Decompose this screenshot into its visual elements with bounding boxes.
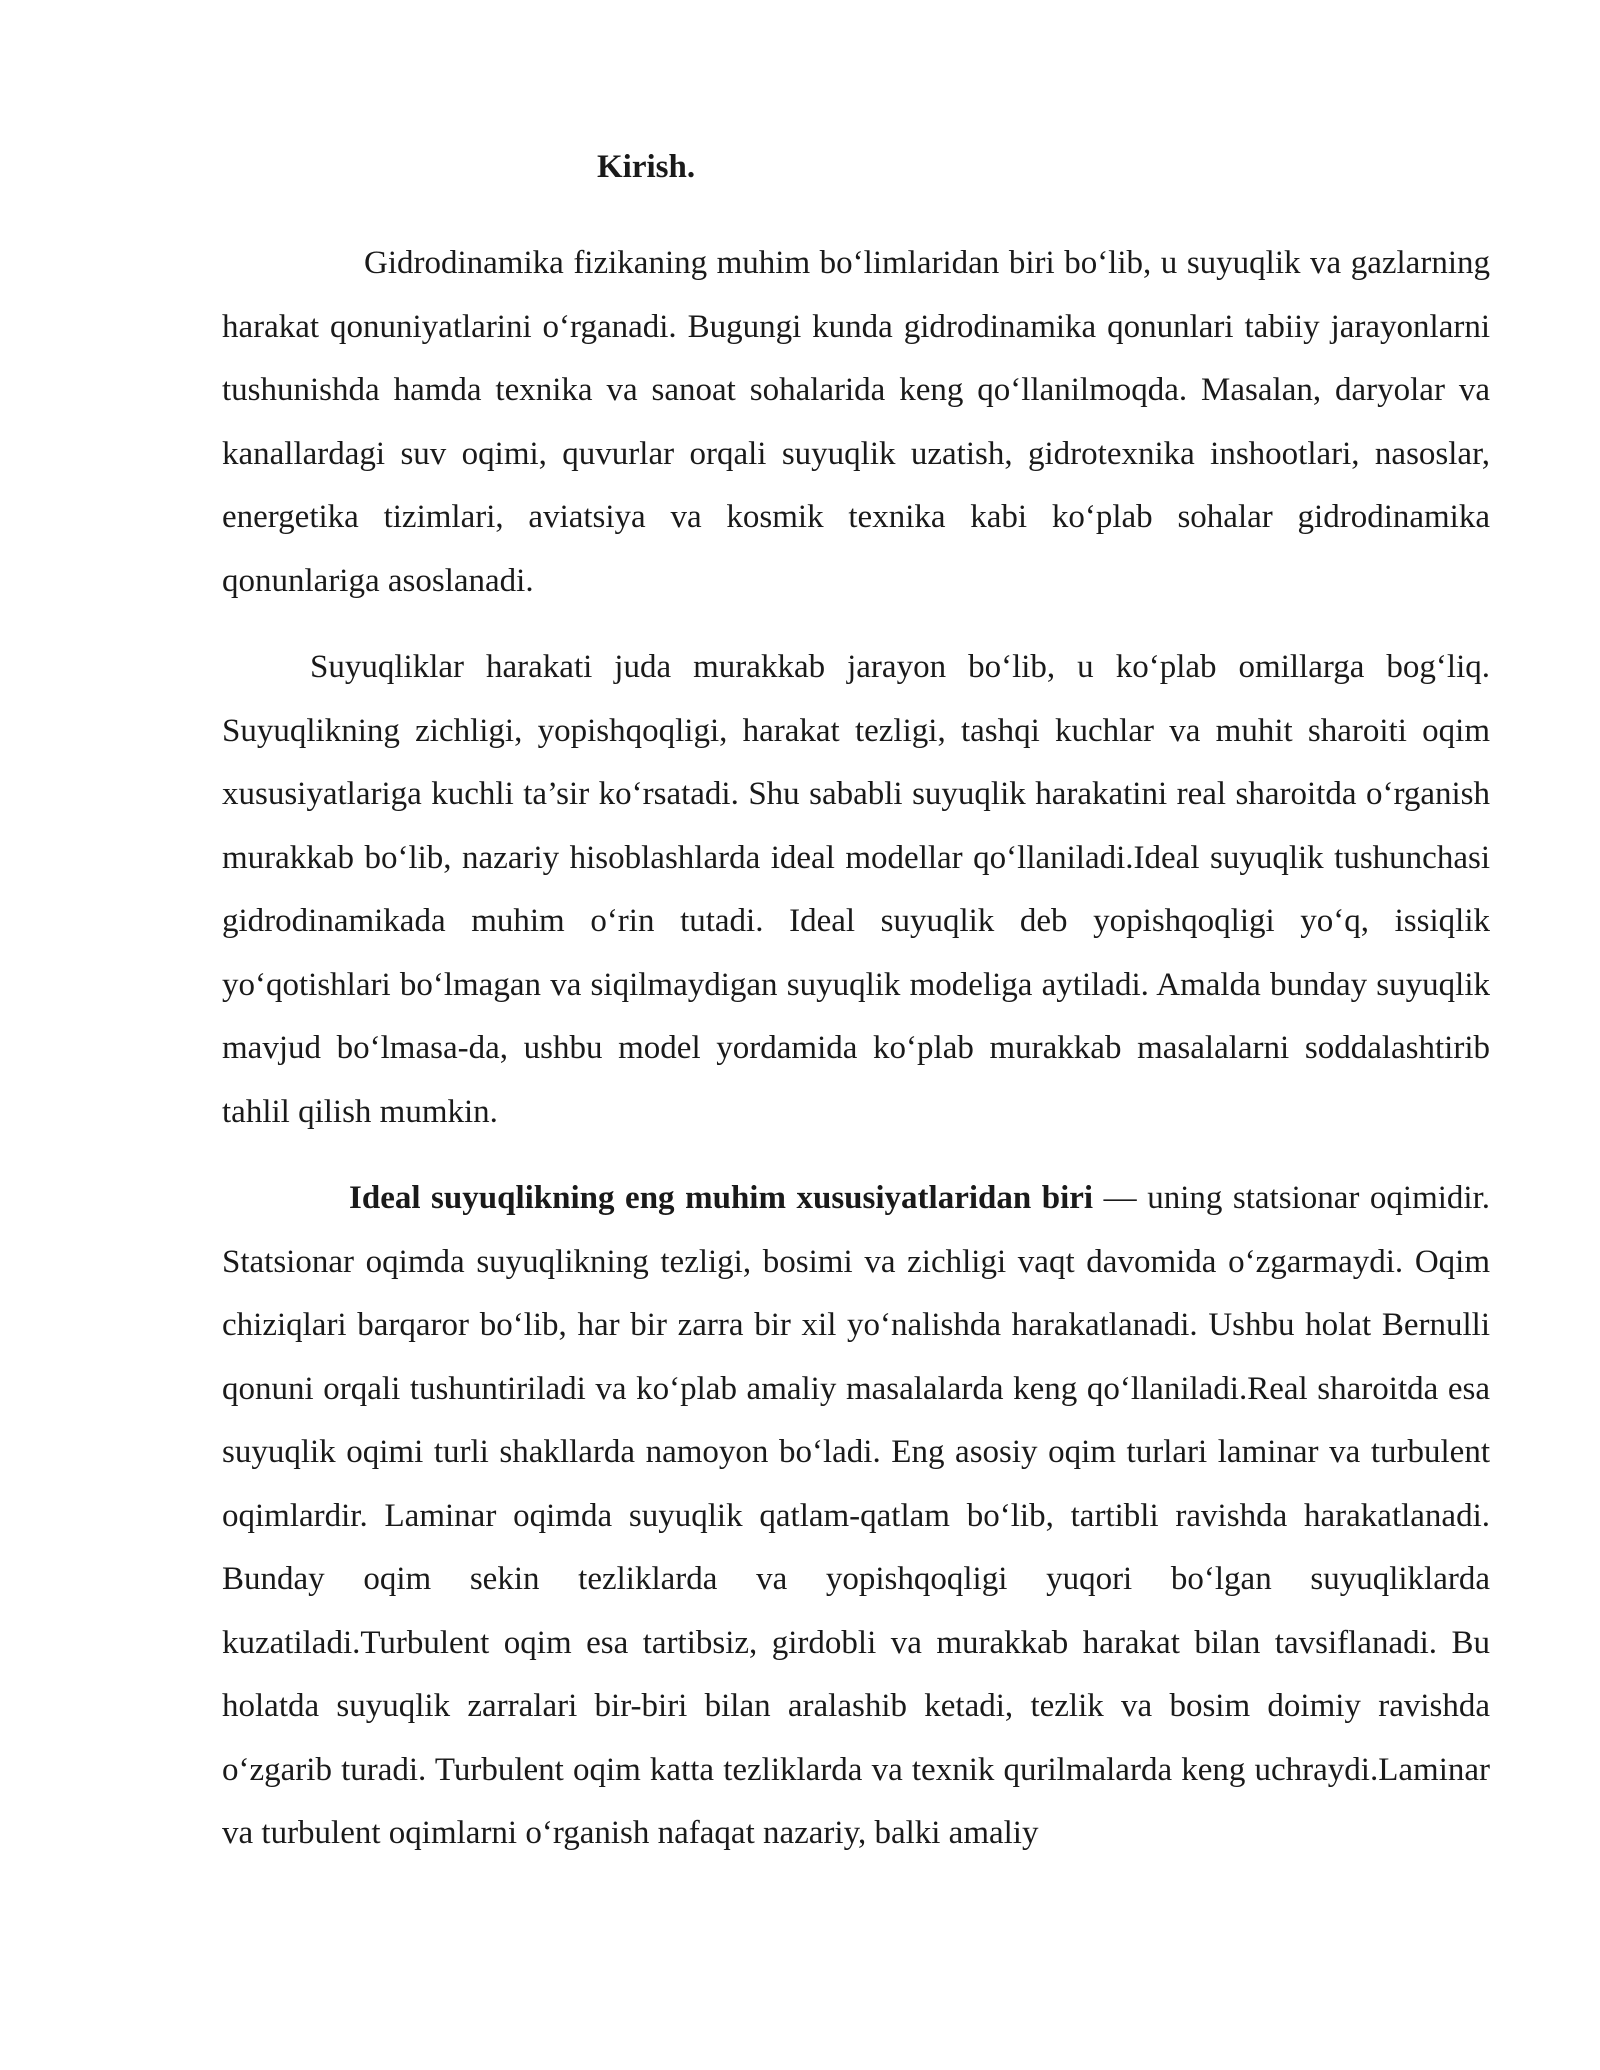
paragraph-bold-lead: Ideal suyuqlikning eng muhim xususiyatlaridan biri xyxy=(349,1180,1094,1216)
paragraph-flow-types-text: — uning statsionar oqimidir. Statsionar oqimda suyuqlikning tezligi, bosimi va zichligi vaqt davomida o‘zgarmaydi. Oqim chiziqlari barqaror bo‘lib, har bir zarra bir xil yo‘nalishda harakatlanadi. Ushbu holat Bernulli qonuni orqali tushuntiriladi va ko‘plab amaliy masalalarda keng qo‘llaniladi.Real sharoitda esa suyuqlik oqimi turli shakllarda namoyon bo‘ladi. Eng asosiy oqim turlari laminar va turbulent oqimlardir. Laminar oqimda suyuqlik qatlam-qatlam bo‘lib, tartibli ravishda harakatlanadi. Bunday oqim sekin tezliklarda va yopishqoqligi yuqori bo‘lgan suyuqliklarda kuzatiladi.Turbulent oqim esa tartibsiz, girdobli va murakkab harakat bilan tavsiflanadi. Bu holatda suyuqlik zarralari bir-biri bilan aralashib ketadi, tezlik va bosim doimiy ravishda o‘zgarib turadi. Turbulent oqim katta tezliklarda va texnik qurilmalarda keng uchraydi.Laminar va turbulent oqimlarni o‘rganish nafaqat nazariy, balki amaliy xyxy=(222,1180,1491,1851)
paragraph-ideal-fluid: Suyuqliklar harakati juda murakkab jarayon bo‘lib, u ko‘plab omillarga bog‘liq. Suyuqlikning zichligi, yopishqoqligi, harakat tezligi, tashqi kuchlar va muhit sharoiti oqim xususiyatlariga kuchli ta’sir ko‘rsatadi. Shu sababli suyuqlik harakatini real sharoitda o‘rganish murakkab bo‘lib, nazariy hisoblashlarda ideal modellar qo‘llaniladi.Ideal suyuqlik tushunchasi gidrodinamikada muhim o‘rin tutadi. Ideal suyuqlik deb yopishqoqligi yo‘q, issiqlik yo‘qotishlari bo‘lmagan va siqilmaydigan suyuqlik modeliga aytiladi. Amalda bunday suyuqlik mavjud bo‘lmasa-da, ushbu model yordamida ko‘plab murakkab masalalarni soddalashtirib tahlil qilish mumkin. xyxy=(222,649,1490,1130)
paragraph-intro: Gidrodinamika fizikaning muhim bo‘limlaridan biri bo‘lib, u suyuqlik va gazlarning harakat qonuniyatlarini o‘rganadi. Bugungi kunda gidrodinamika qonunlari tabiiy jarayonlarni tushunishda hamda texnika va sanoat sohalarida keng qo‘llanilmoqda. Masalan, daryolar va kanallardagi suv oqimi, quvurlar orqali suyuqlik uzatish, gidrotexnika inshootlari, nasoslar, energetika tizimlari, aviatsiya va kosmik texnika kabi ko‘plab sohalar gidrodinamika qonunlariga asoslanadi. xyxy=(222,245,1490,599)
page-title: Kirish. xyxy=(597,149,696,185)
document-body xyxy=(222,232,1490,1889)
paragraph-flow-types xyxy=(222,1167,1490,1866)
